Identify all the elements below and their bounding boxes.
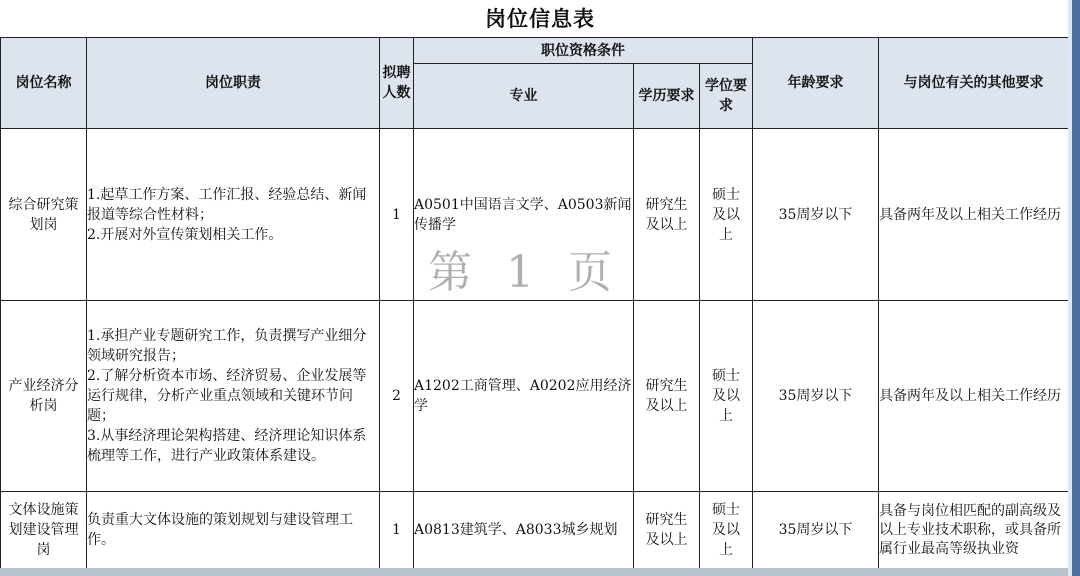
row-age: 35周岁以下 xyxy=(753,492,879,569)
row-position-name: 文体设施策划建设管理岗 xyxy=(8,502,79,558)
row-duties: 1.起草工作方案、工作汇报、经验总结、新闻报道等综合性材料； 2.开展对外宣传策划相关工作。 xyxy=(87,129,380,301)
header-headcount: 拟聘人数 xyxy=(380,38,414,129)
header-row-1 xyxy=(1,38,1069,64)
row-other: 具备两年及以上相关工作经历 xyxy=(879,129,1069,301)
row-duties: 负责重大文体设施的策划规划与建设管理工作。 xyxy=(87,492,380,569)
header-other: 与岗位有关的其他要求 xyxy=(879,38,1069,129)
row-degree: 硕士及以上 xyxy=(700,129,753,301)
bottom-scroll-strip[interactable] xyxy=(0,568,1068,576)
row-other: 具备两年及以上相关工作经历 xyxy=(879,301,1069,492)
header-duties: 岗位职责 xyxy=(87,38,380,129)
row-education: 研究生及以上 xyxy=(634,492,700,569)
row-position-name: 综合研究策划岗 xyxy=(8,196,79,233)
table-title: 岗位信息表 xyxy=(485,6,595,31)
row-position-name: 产业经济分析岗 xyxy=(8,378,79,414)
row-degree: 硕士及以上 xyxy=(700,301,753,492)
row-other: 具备与岗位相匹配的副高级及以上专业技术职称，或具备所属行业最高等级执业资 xyxy=(879,492,1069,569)
table-row xyxy=(1,492,1069,569)
table-row xyxy=(1,129,1069,301)
row-education: 研究生及以上 xyxy=(634,129,700,301)
row-major: A1202工商管理、A0202应用经济学 xyxy=(414,301,634,492)
window-edge-highlight xyxy=(1068,0,1072,576)
header-education: 学历要求 xyxy=(634,64,700,129)
row-headcount: 1 xyxy=(380,492,414,569)
row-major: A0501中国语言文学、A0503新闻传播学 xyxy=(414,129,634,301)
row-age: 35周岁以下 xyxy=(753,301,879,492)
row-major: A0813建筑学、A8033城乡规划 xyxy=(414,492,634,569)
row-degree: 硕士及以上 xyxy=(700,492,753,569)
row-headcount: 2 xyxy=(380,301,414,492)
header-major: 专业 xyxy=(414,64,634,129)
header-position-name: 岗位名称 xyxy=(1,38,87,129)
page-watermark: 第 1 页 xyxy=(428,247,622,298)
table-row xyxy=(1,301,1069,492)
row-education: 研究生及以上 xyxy=(634,301,700,492)
row-age: 35周岁以下 xyxy=(753,129,879,301)
header-age: 年龄要求 xyxy=(753,38,879,129)
header-degree: 学位要求 xyxy=(700,64,753,129)
header-qualifications: 职位资格条件 xyxy=(414,38,753,64)
position-table xyxy=(0,37,1069,569)
row-duties: 1.承担产业专题研究工作，负责撰写产业细分领域研究报告； 2.了解分析资本市场、经济贸易、企业发展等运行规律，分析产业重点领域和关键环节问题； 3.从事经济理论架构搭建、经济理论知识体系梳理等工作，进行产业政策体系建设。 xyxy=(87,301,380,492)
row-headcount: 1 xyxy=(380,129,414,301)
